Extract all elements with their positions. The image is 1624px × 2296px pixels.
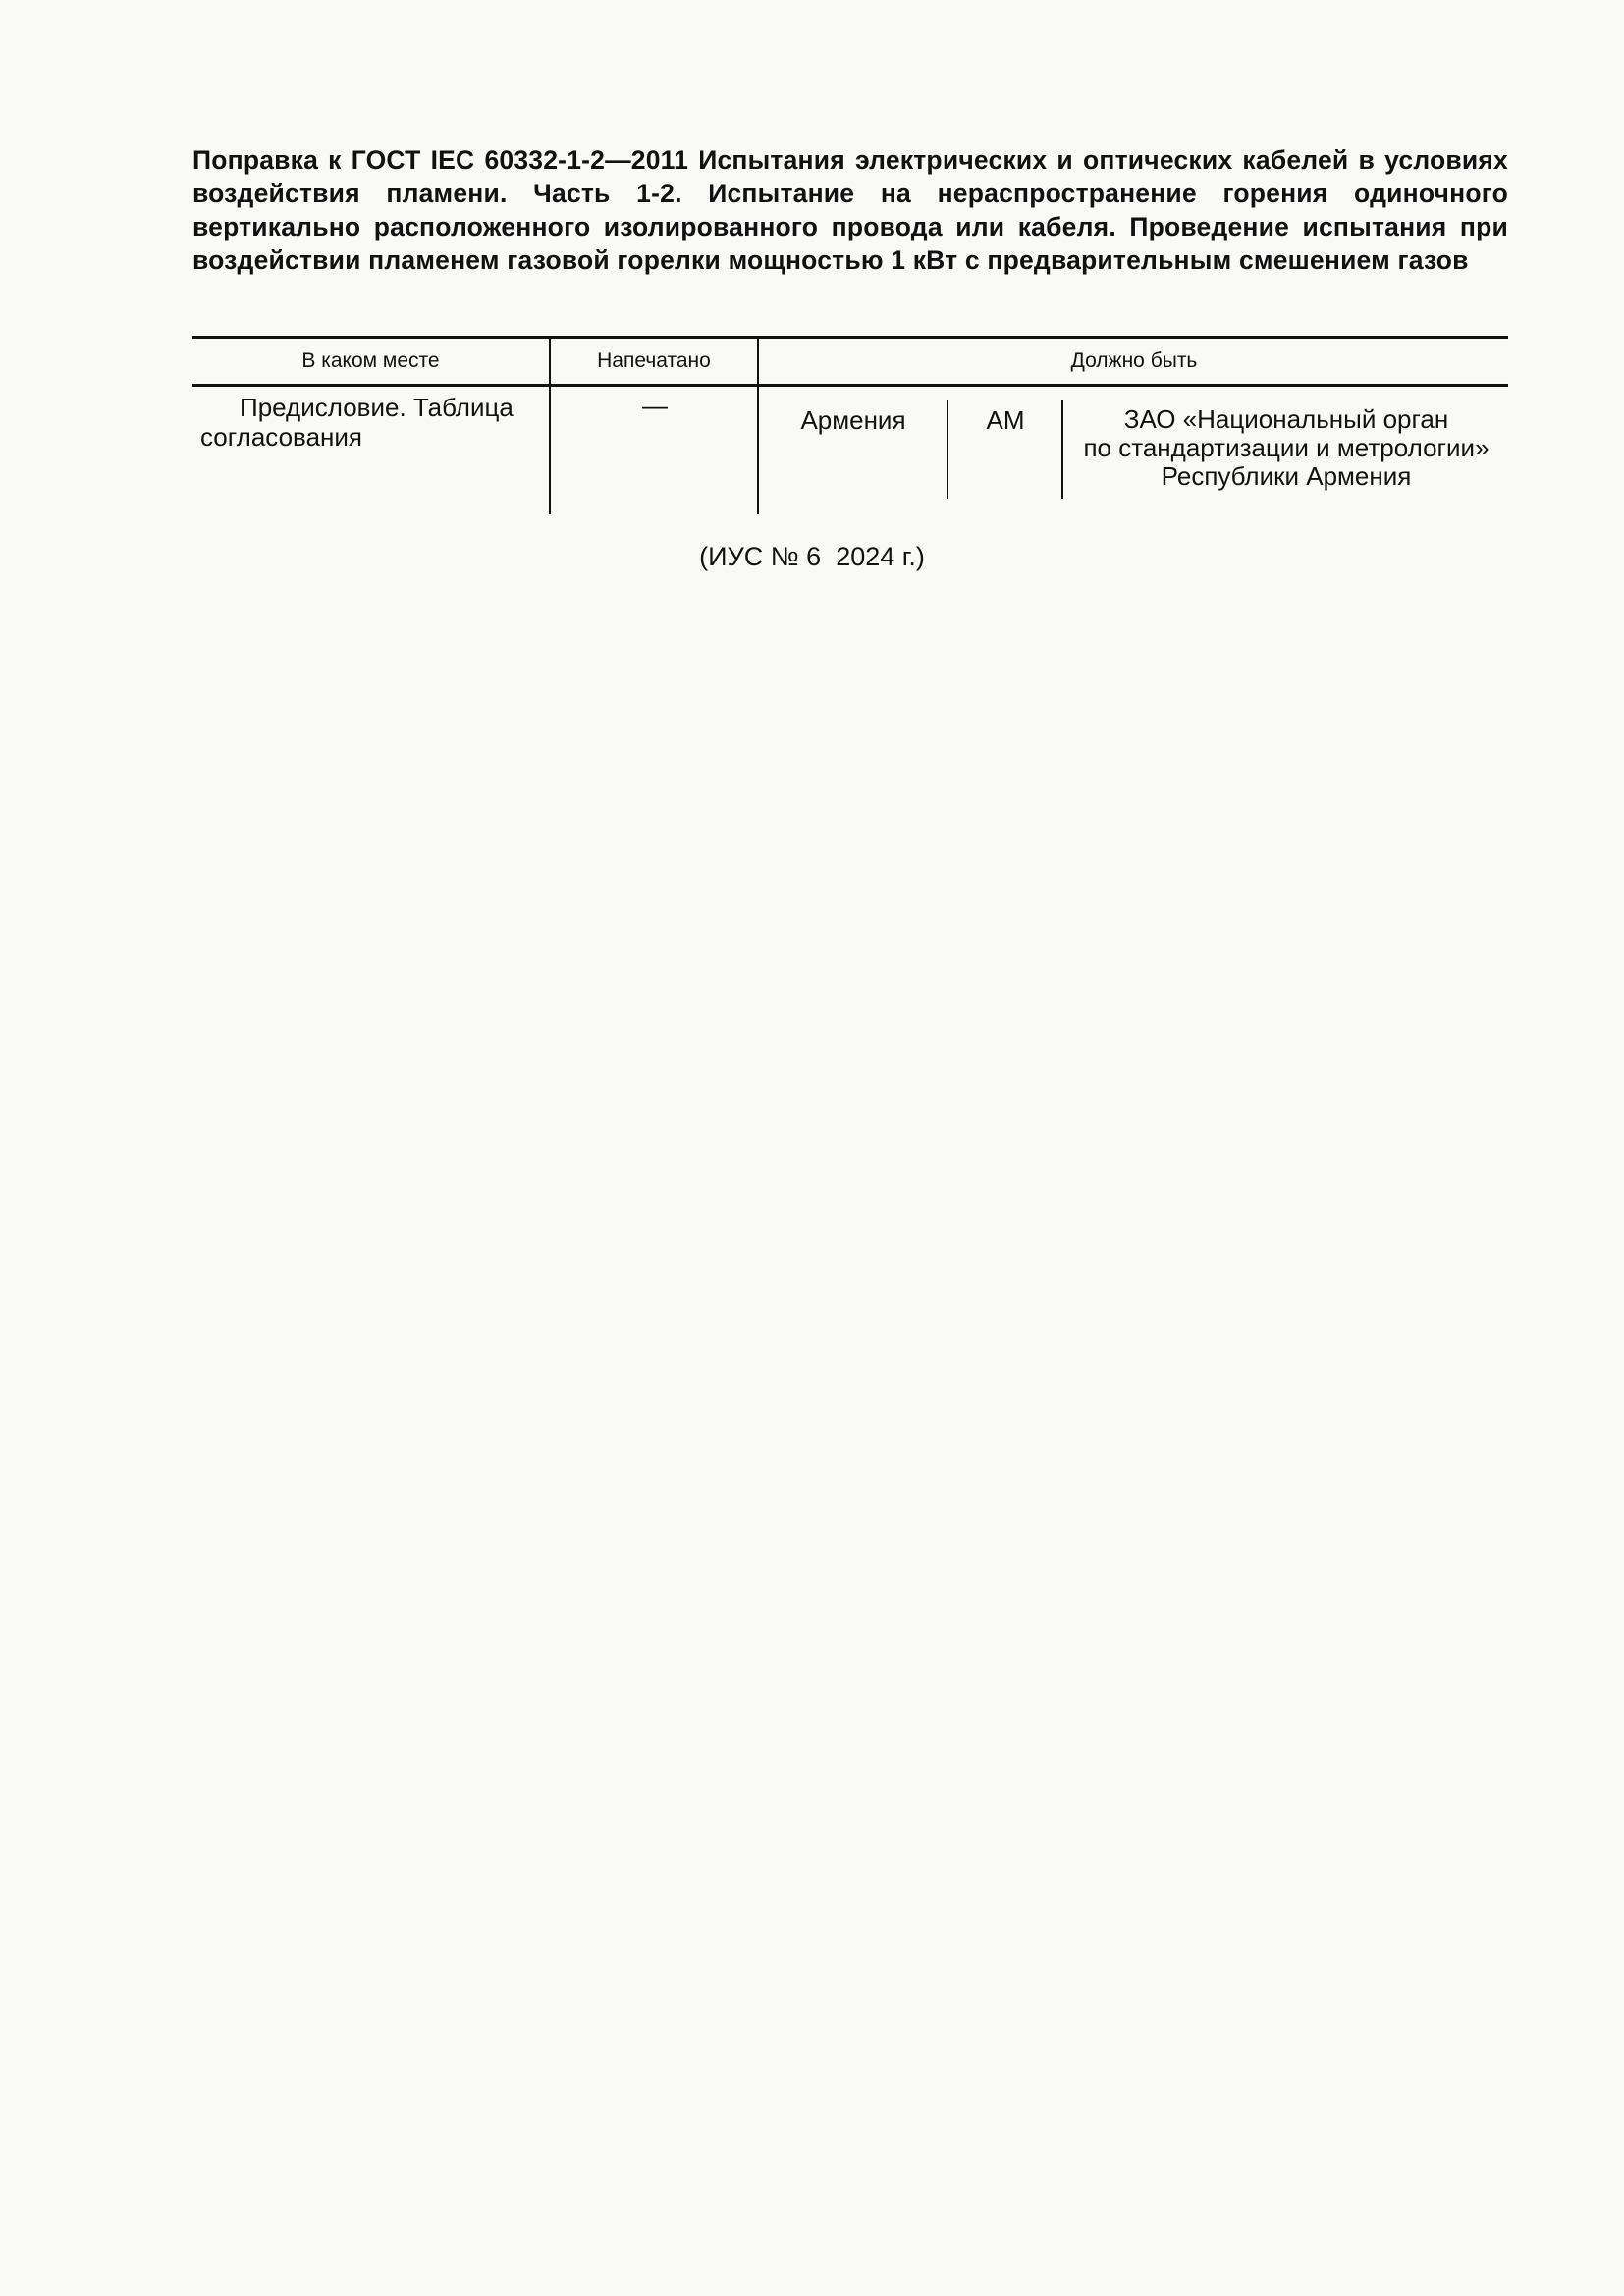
correction-table [192,336,1508,514]
ius-reference: (ИУС № 6 2024 г.) [699,542,925,571]
header-should-be: Должно быть [1070,349,1198,372]
document-title: Поправка к ГОСТ IEC 60332-1-2—2011 Испытания электрических и оптических кабелей в условиях воздействия пламени. Часть 1-2. Испытание на нераспространение горения одиночного вертикально расположенного изолированного провода или кабеля. Проведение испытания при воздействии пламенем газовой горелки мощностью 1 кВт с предварительным смешением газов [192,145,1508,275]
subcolumn-divider [1061,400,1063,499]
cell-printed: — [642,391,668,420]
org-line: Республики Армения [1161,461,1412,491]
cell-place: Предисловие. Таблица согласования [200,393,514,452]
column-divider [757,336,759,514]
org-line: по стандартизации и метрологии» [1083,433,1489,462]
header-place: В каком месте [301,349,440,372]
cell-country: Армения [800,405,906,435]
cell-country-code: AM [986,405,1025,435]
header-bottom-rule [192,384,1508,387]
header-printed: Напечатано [597,349,711,372]
table-top-rule [192,336,1508,339]
org-line: ЗАО «Национальный орган [1123,404,1449,434]
cell-organization [1064,405,1508,491]
subcolumn-divider [947,400,948,499]
